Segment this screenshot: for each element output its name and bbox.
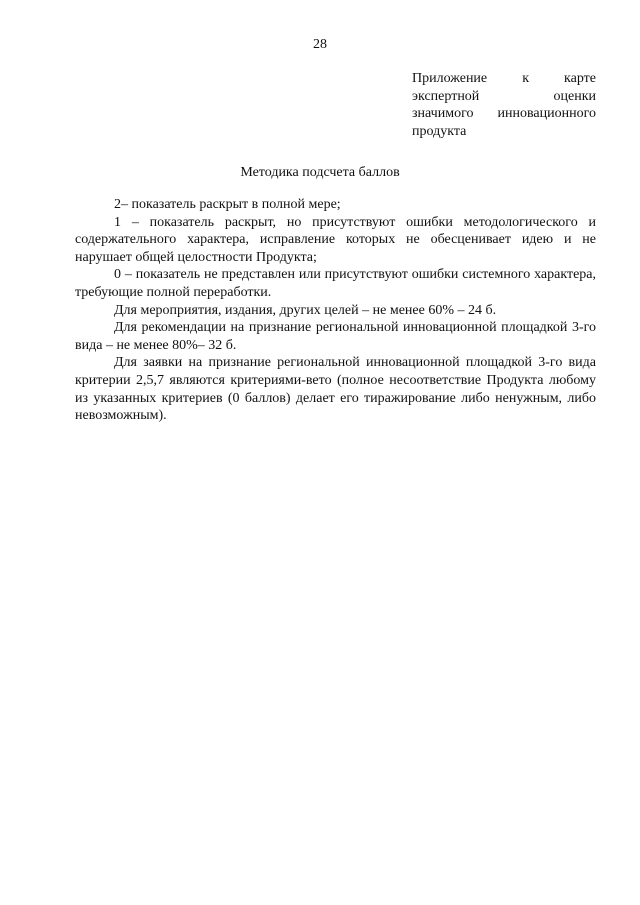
appendix-line: значимого инновационного: [412, 106, 596, 121]
paragraph: 2– показатель раскрыт в полной мере;: [114, 197, 341, 212]
paragraph: 1 – показатель раскрыт, но присутствуют ошибки методологического и содержательного характера, исправление которых не обесценивает идею и не нарушает общей целостности Продукта;: [75, 214, 596, 265]
appendix-note: [412, 70, 596, 140]
appendix-line: продукта: [412, 123, 467, 139]
paragraph: Для заявки на признание региональной инновационной площадкой 3-го вида критерии 2,5,7 являются критериями-вето (полное несоответствие Продукта любому из указанных критериев (0 баллов) делает его тиражирование либо ненужным, либо невозможным).: [75, 355, 596, 424]
body-text: [75, 196, 596, 425]
paragraph: Для мероприятия, издания, других целей – не менее 60% – 24 б.: [114, 302, 497, 318]
paragraph: Для рекомендации на признание региональной инновационной площадкой 3-го вида – не менее 80%– 32 б.: [75, 320, 596, 353]
section-title: Методика подсчета баллов: [240, 165, 400, 180]
page-number: 28: [313, 37, 327, 52]
appendix-line: экспертной оценки: [412, 88, 596, 104]
appendix-line: Приложение к карте: [412, 71, 596, 86]
paragraph: 0 – показатель не представлен или присутствуют ошибки системного характера, требующие полной переработки.: [75, 267, 596, 300]
